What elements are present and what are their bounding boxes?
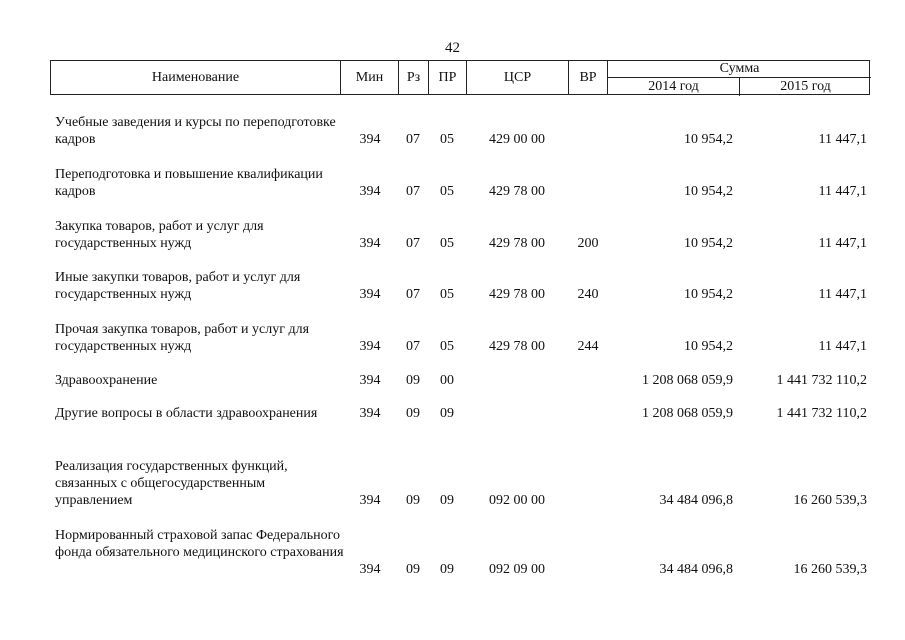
row-sum-2015: 11 447,1 [818,287,867,302]
header-vr: ВР [569,61,608,94]
row-sum-2015: 16 260 539,3 [793,562,867,577]
row-sum-2015: 11 447,1 [818,132,867,147]
header-pr: ПР [429,61,467,94]
row-rz: 07 [406,184,420,199]
row-name: Здравоохранение [55,373,158,388]
row-pr: 05 [440,339,454,354]
header-rz: Рз [399,61,429,94]
row-name: Другие вопросы в области здравоохранения [55,406,318,421]
row-rz: 09 [406,562,420,577]
row-sum-2014: 34 484 096,8 [659,493,733,508]
row-rz: 09 [406,493,420,508]
row-csr: 429 78 00 [489,184,545,199]
page-number: 42 [445,40,460,56]
row-min: 394 [359,373,381,388]
row-sum-2014: 1 208 068 059,9 [642,406,733,421]
row-sum-2015: 1 441 732 110,2 [776,406,867,421]
row-csr: 092 00 00 [489,493,545,508]
row-csr: 429 78 00 [489,339,545,354]
row-name: Закупка товаров, работ и услуг для государственных нужд [55,219,264,251]
row-rz: 07 [406,287,420,302]
row-rz: 07 [406,236,420,251]
row-rz: 07 [406,132,420,147]
row-csr: 429 78 00 [489,287,545,302]
row-vr: 200 [577,236,599,251]
row-sum-2014: 10 954,2 [684,236,733,251]
row-pr: 05 [440,132,454,147]
header-name: Наименование [51,61,341,94]
row-name: Прочая закупка товаров, работ и услуг для государственных нужд [55,322,310,354]
row-pr: 05 [440,236,454,251]
row-pr: 05 [440,184,454,199]
row-min: 394 [359,287,381,302]
row-rz: 07 [406,339,420,354]
row-sum-2014: 34 484 096,8 [659,562,733,577]
row-pr: 09 [440,406,454,421]
row-sum-2014: 10 954,2 [684,132,733,147]
row-sum-2014: 10 954,2 [684,184,733,199]
row-pr: 05 [440,287,454,302]
row-sum-2014: 10 954,2 [684,339,733,354]
row-sum-2015: 1 441 732 110,2 [776,373,867,388]
table-header [50,60,870,95]
row-vr: 244 [577,339,599,354]
row-sum-2015: 11 447,1 [818,236,867,251]
row-min: 394 [359,562,381,577]
row-min: 394 [359,493,381,508]
row-csr: 092 09 00 [489,562,545,577]
row-sum-2014: 1 208 068 059,9 [642,373,733,388]
row-min: 394 [359,339,381,354]
row-pr: 09 [440,562,454,577]
row-sum-2015: 11 447,1 [818,184,867,199]
row-min: 394 [359,132,381,147]
row-vr: 240 [577,287,599,302]
row-min: 394 [359,406,381,421]
row-name: Иные закупки товаров, работ и услуг для государственных нужд [55,270,301,302]
row-rz: 09 [406,373,420,388]
header-sum: Сумма [608,61,871,78]
row-sum-2014: 10 954,2 [684,287,733,302]
row-min: 394 [359,184,381,199]
header-min: Мин [341,61,399,94]
row-name: Нормированный страховой запас Федерального фонда обязательного медицинского страхования [55,528,344,560]
header-csr: ЦСР [467,61,569,94]
row-sum-2015: 11 447,1 [818,339,867,354]
row-pr: 09 [440,493,454,508]
row-name: Переподготовка и повышение квалификации кадров [55,167,323,199]
header-year-2015: 2015 год [780,79,831,94]
row-rz: 09 [406,406,420,421]
row-min: 394 [359,236,381,251]
row-pr: 00 [440,373,454,388]
row-sum-2015: 16 260 539,3 [793,493,867,508]
row-name: Учебные заведения и курсы по переподготовке кадров [55,115,336,147]
row-csr: 429 00 00 [489,132,545,147]
header-year-2014: 2014 год [608,78,740,96]
row-csr: 429 78 00 [489,236,545,251]
row-name: Реализация государственных функций, связанных с общегосударственным управлением [55,459,288,508]
